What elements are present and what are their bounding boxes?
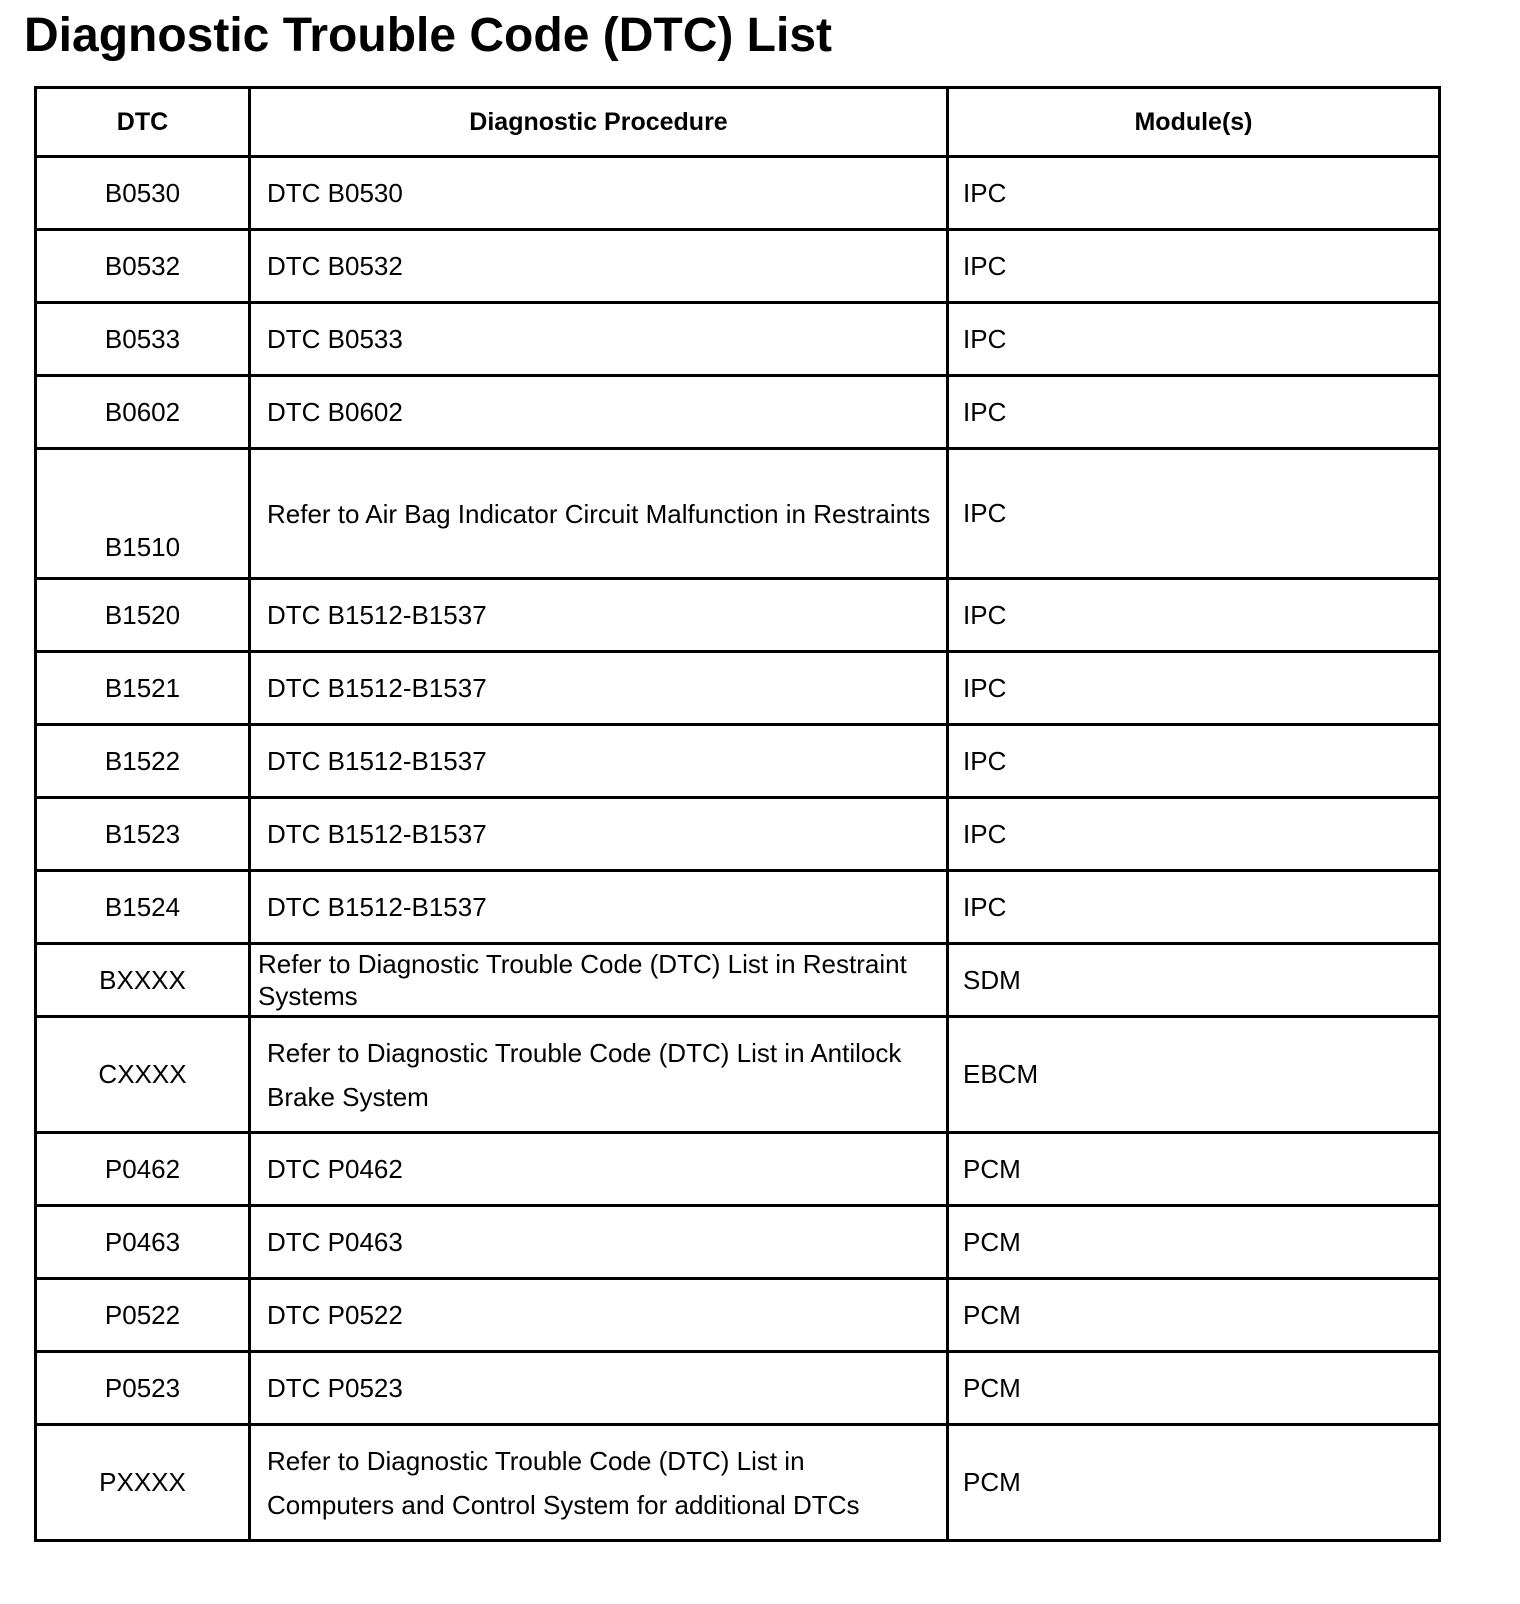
module: IPC bbox=[948, 230, 1440, 303]
table-row bbox=[36, 1133, 1440, 1206]
diagnostic-procedure: DTC B0530 bbox=[250, 157, 948, 230]
dtc-code: B0533 bbox=[36, 303, 250, 376]
dtc-code: B1522 bbox=[36, 725, 250, 798]
dtc-table bbox=[34, 86, 1441, 1542]
module: IPC bbox=[948, 157, 1440, 230]
table-row bbox=[36, 871, 1440, 944]
module: IPC bbox=[948, 652, 1440, 725]
dtc-code: BXXXX bbox=[36, 944, 250, 1017]
diagnostic-procedure: Refer to Air Bag Indicator Circuit Malfunction in Restraints bbox=[250, 449, 948, 579]
table-row bbox=[36, 1425, 1440, 1541]
column-header-procedure: Diagnostic Procedure bbox=[250, 88, 948, 157]
module: SDM bbox=[948, 944, 1440, 1017]
dtc-code: B1520 bbox=[36, 579, 250, 652]
table-row bbox=[36, 652, 1440, 725]
table-row bbox=[36, 1206, 1440, 1279]
dtc-code: B1521 bbox=[36, 652, 250, 725]
module: IPC bbox=[948, 725, 1440, 798]
module: IPC bbox=[948, 798, 1440, 871]
diagnostic-procedure: DTC P0522 bbox=[250, 1279, 948, 1352]
diagnostic-procedure: DTC B1512-B1537 bbox=[250, 725, 948, 798]
dtc-code: B1523 bbox=[36, 798, 250, 871]
column-header-modules: Module(s) bbox=[948, 88, 1440, 157]
module: IPC bbox=[948, 376, 1440, 449]
module: IPC bbox=[948, 303, 1440, 376]
diagnostic-procedure: Refer to Diagnostic Trouble Code (DTC) List in Restraint Systems bbox=[250, 944, 948, 1017]
module: IPC bbox=[948, 579, 1440, 652]
dtc-code: CXXXX bbox=[36, 1017, 250, 1133]
table-row bbox=[36, 303, 1440, 376]
diagnostic-procedure: DTC B0602 bbox=[250, 376, 948, 449]
diagnostic-procedure: DTC P0462 bbox=[250, 1133, 948, 1206]
table-row bbox=[36, 725, 1440, 798]
dtc-code: B1524 bbox=[36, 871, 250, 944]
diagnostic-procedure: DTC B1512-B1537 bbox=[250, 798, 948, 871]
diagnostic-procedure: DTC B0532 bbox=[250, 230, 948, 303]
diagnostic-procedure: Refer to Diagnostic Trouble Code (DTC) List in Computers and Control System for additional DTCs bbox=[250, 1425, 948, 1541]
table-row bbox=[36, 1279, 1440, 1352]
table-row bbox=[36, 798, 1440, 871]
dtc-code: P0523 bbox=[36, 1352, 250, 1425]
table-row bbox=[36, 1017, 1440, 1133]
table-row bbox=[36, 944, 1440, 1017]
table-row bbox=[36, 579, 1440, 652]
module: PCM bbox=[948, 1352, 1440, 1425]
table-row bbox=[36, 1352, 1440, 1425]
module: IPC bbox=[948, 871, 1440, 944]
dtc-code: B0532 bbox=[36, 230, 250, 303]
diagnostic-procedure: Refer to Diagnostic Trouble Code (DTC) List in Antilock Brake System bbox=[250, 1017, 948, 1133]
column-header-dtc: DTC bbox=[36, 88, 250, 157]
diagnostic-procedure: DTC B1512-B1537 bbox=[250, 579, 948, 652]
module: PCM bbox=[948, 1206, 1440, 1279]
module: PCM bbox=[948, 1279, 1440, 1352]
module: EBCM bbox=[948, 1017, 1440, 1133]
table-row bbox=[36, 449, 1440, 579]
dtc-code: P0462 bbox=[36, 1133, 250, 1206]
dtc-code: B1510 bbox=[36, 449, 250, 579]
dtc-code: P0463 bbox=[36, 1206, 250, 1279]
table-row bbox=[36, 376, 1440, 449]
dtc-code: B0602 bbox=[36, 376, 250, 449]
diagnostic-procedure: DTC B1512-B1537 bbox=[250, 871, 948, 944]
table-header-row bbox=[36, 88, 1440, 157]
dtc-code: PXXXX bbox=[36, 1425, 250, 1541]
module: IPC bbox=[948, 449, 1440, 579]
diagnostic-procedure: DTC B1512-B1537 bbox=[250, 652, 948, 725]
module: PCM bbox=[948, 1425, 1440, 1541]
page-title: Diagnostic Trouble Code (DTC) List bbox=[24, 9, 833, 62]
dtc-code: P0522 bbox=[36, 1279, 250, 1352]
diagnostic-procedure: DTC P0463 bbox=[250, 1206, 948, 1279]
dtc-code: B0530 bbox=[36, 157, 250, 230]
table-row bbox=[36, 230, 1440, 303]
diagnostic-procedure: DTC P0523 bbox=[250, 1352, 948, 1425]
table-row bbox=[36, 157, 1440, 230]
module: PCM bbox=[948, 1133, 1440, 1206]
diagnostic-procedure: DTC B0533 bbox=[250, 303, 948, 376]
